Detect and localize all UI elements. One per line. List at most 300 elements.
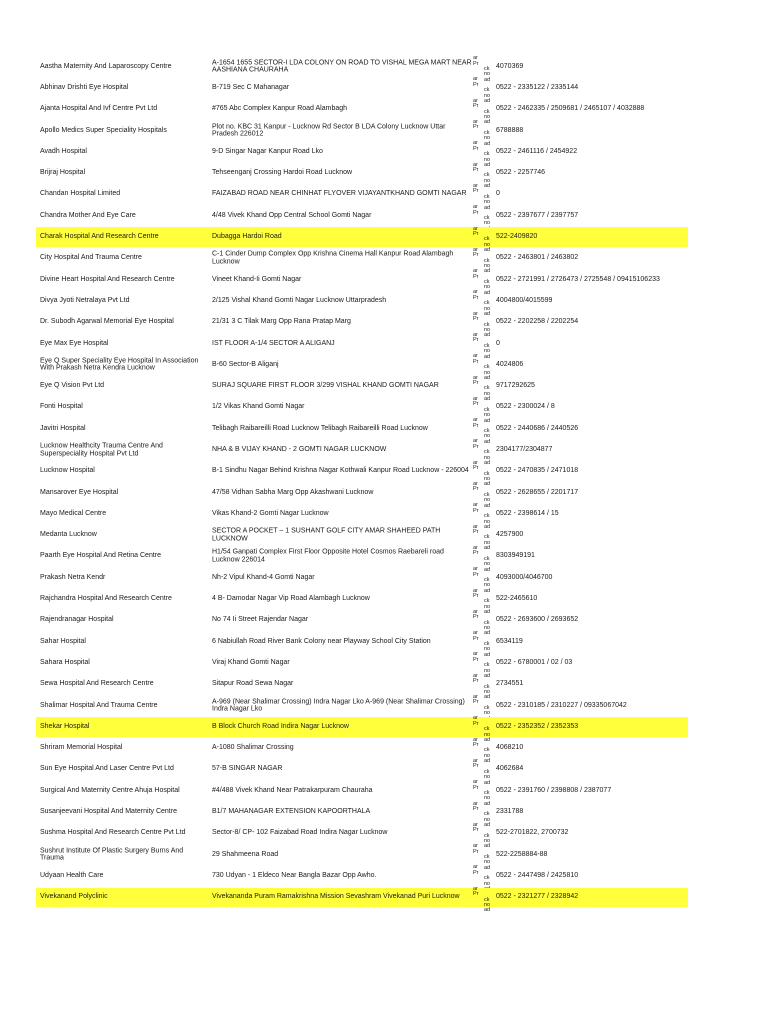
hospital-phone: 0522 - 2352352 / 2352353 xyxy=(496,723,579,731)
label-fragment: ad xyxy=(484,779,491,786)
hospital-name: Apollo Medics Super Speciality Hospitals xyxy=(40,126,167,134)
hospital-name: Chandra Mother And Eye Care xyxy=(40,211,136,219)
label-fragment: no xyxy=(484,177,491,184)
hospital-phone: 2331788 xyxy=(496,808,524,816)
truncated-column-label xyxy=(473,289,493,318)
label-fragment: ad xyxy=(484,524,491,530)
hospital-phone: 0522 - 2310185 / 2310227 / 09335067042 xyxy=(496,701,627,709)
hospital-name: Rajchandra Hospital And Research Centre xyxy=(40,595,172,603)
truncated-column-label xyxy=(473,268,493,296)
label-fragment: no xyxy=(484,731,491,738)
hospital-address: B Block Church Road Indira Nagar Lucknow xyxy=(212,723,349,731)
label-fragment: ad xyxy=(484,460,491,467)
label-fragment: no xyxy=(484,880,491,887)
label-fragment: no xyxy=(484,859,491,866)
table-row xyxy=(0,821,768,850)
label-fragment: ck xyxy=(484,896,490,903)
label-fragment: ar xyxy=(473,800,478,807)
label-fragment: ck xyxy=(484,832,490,839)
hospital-phone: 0522 - 2463801 / 2463802 xyxy=(496,254,579,262)
truncated-column-label xyxy=(473,630,493,658)
hospital-name: Paarth Eye Hospital And Retina Centre xyxy=(40,552,162,560)
label-fragment: ad xyxy=(484,758,491,765)
hospital-name: Sewa Hospital And Research Centre xyxy=(40,680,154,688)
label-fragment: Pr xyxy=(473,103,479,110)
label-fragment: ar xyxy=(473,843,478,850)
truncated-column-label xyxy=(473,140,493,168)
label-fragment: Pr xyxy=(473,209,479,216)
hospital-phone: 0522 - 6780001 / 02 / 03 xyxy=(496,659,573,667)
label-fragment: Pr xyxy=(473,507,479,514)
label-fragment: ck xyxy=(484,534,490,541)
truncated-column-label xyxy=(473,310,493,339)
table-row xyxy=(0,566,768,594)
label-fragment: no xyxy=(484,667,491,674)
hospital-name: Prakash Netra Kendr xyxy=(40,573,106,581)
hospital-address: C-1 Cinder Dump Complex Opp Krishna Cinema Hall Kanpur Road Alambagh Lucknow xyxy=(212,250,454,266)
hospital-name: Ajanta Hospital And Ivf Centre Pvt Ltd xyxy=(40,105,158,113)
table-row xyxy=(0,417,768,445)
label-fragment: Pr xyxy=(473,443,479,450)
label-fragment: ar xyxy=(473,204,478,211)
label-fragment: no xyxy=(484,497,491,504)
label-fragment: ck xyxy=(484,215,490,222)
hospital-phone: 0522 - 2693600 / 2693652 xyxy=(496,616,579,624)
table-row xyxy=(0,502,768,530)
hospital-address: B1/7 MAHANAGAR EXTENSION KAPOORTHALA xyxy=(212,808,371,816)
hospital-phone: 4257900 xyxy=(496,531,524,539)
hospital-phone: 0522 - 2721991 / 2726473 / 2725548 / 09415106233 xyxy=(496,275,660,283)
table-row xyxy=(0,438,768,467)
truncated-column-label xyxy=(473,523,493,552)
truncated-column-label xyxy=(473,205,493,226)
label-fragment: ck xyxy=(484,619,490,626)
label-fragment: ck xyxy=(484,236,490,243)
label-fragment: ar xyxy=(473,864,478,871)
label-fragment: Pr xyxy=(473,805,479,812)
hospital-name: Abhinav Drishti Eye Hospital xyxy=(40,84,129,92)
label-fragment: no xyxy=(484,710,491,717)
label-fragment: ck xyxy=(484,129,490,136)
hospital-phone: 0522 - 2398614 / 15 xyxy=(496,510,559,518)
label-fragment: Pr xyxy=(473,720,479,727)
truncated-column-label xyxy=(473,459,493,488)
hospital-name: Dr. Subodh Agarwal Memorial Eye Hospital xyxy=(40,318,174,326)
label-fragment: no xyxy=(484,688,491,695)
hospital-address: 4 B- Damodar Nagar Vip Road Alambagh Lucknow xyxy=(212,595,370,603)
hospital-phone: 522-2409820 xyxy=(496,233,538,241)
hospital-name: Fonti Hospital xyxy=(40,403,83,411)
label-fragment: no xyxy=(484,433,491,440)
label-fragment: Pr xyxy=(473,486,479,493)
table-row xyxy=(0,715,768,743)
hospital-address: Vikas Khand-2 Gomti Nagar Lucknow xyxy=(212,510,329,518)
label-fragment: no xyxy=(484,326,491,333)
hospital-name: Shriram Memorial Hospital xyxy=(40,744,123,752)
truncated-column-label xyxy=(473,843,493,871)
label-fragment: ad xyxy=(484,630,491,637)
label-fragment: ad xyxy=(484,843,491,850)
hospital-phone: 522-2465610 xyxy=(496,595,538,603)
label-fragment: ad xyxy=(484,736,491,743)
hospital-address: Viraj Khand Gomti Nagar xyxy=(212,659,290,667)
label-fragment: no xyxy=(484,199,491,206)
label-fragment: Pr xyxy=(473,656,479,663)
label-fragment: ar xyxy=(473,225,478,232)
hospital-name: Rajendranagar Hospital xyxy=(40,616,114,624)
label-fragment: no xyxy=(484,412,491,419)
label-fragment: Pr xyxy=(473,465,479,472)
label-fragment: Pr xyxy=(473,848,479,855)
hospital-address: 2/125 Vishal Khand Gomti Nagar Lucknow Uttarpradesh xyxy=(212,297,387,305)
label-fragment: ck xyxy=(484,321,490,328)
hospital-address: Vivekananda Puram Ramakrishna Mission Sevashram Vivekanad Puri Lucknow xyxy=(212,893,460,901)
hospital-phone: 0 xyxy=(496,339,500,347)
label-fragment: ck xyxy=(484,300,490,307)
hospital-address: Tehseenganj Crossing Hardoi Road Lucknow xyxy=(212,169,353,177)
truncated-column-label xyxy=(473,821,493,850)
table-row xyxy=(0,843,768,871)
truncated-column-label xyxy=(473,246,493,275)
table-row xyxy=(0,885,768,914)
label-fragment: ad xyxy=(484,332,491,339)
label-fragment: ar xyxy=(473,885,478,892)
hospital-address: B-1 Sindhu Nagar Behind Krishna Nagar Kothwali Kanpur Road Lucknow - 226004 xyxy=(212,467,469,475)
table-row xyxy=(0,289,768,318)
label-fragment: no xyxy=(484,582,491,589)
label-fragment: Pr xyxy=(473,252,479,259)
label-fragment: Pr xyxy=(473,635,479,642)
label-fragment: ad xyxy=(484,864,491,871)
truncated-column-label xyxy=(473,885,493,914)
label-fragment: ck xyxy=(484,726,490,733)
table-row xyxy=(0,353,768,381)
label-fragment: ar xyxy=(473,694,478,701)
label-fragment: ad xyxy=(484,673,491,680)
hospital-address: 21/31 3 C Tilak Marg Opp Rana Pratap Marg xyxy=(212,318,351,326)
label-fragment: ck xyxy=(484,428,490,434)
label-fragment: ad xyxy=(484,502,491,509)
label-fragment: ar xyxy=(473,76,478,83)
hospital-name: Chandan Hospital Limited xyxy=(40,190,121,198)
label-fragment: ad xyxy=(484,396,491,403)
hospital-phone: 0522 - 2470835 / 2471018 xyxy=(496,467,579,475)
hospital-address: Sector-8/ CP- 102 Faizabad Road Indira Nagar Lucknow xyxy=(212,829,388,837)
label-fragment: ck xyxy=(484,278,490,285)
label-fragment: ck xyxy=(484,577,490,584)
table-row xyxy=(0,225,768,254)
hospital-name: Aastha Maternity And Laparoscopy Centre xyxy=(40,62,172,70)
table-row xyxy=(0,119,768,147)
label-fragment: ad xyxy=(484,183,491,190)
hospital-address: 4/48 Vivek Khand Opp Central School Gomti Nagar xyxy=(212,211,372,219)
table-row xyxy=(0,523,768,552)
hospital-name: Sahar Hospital xyxy=(40,637,86,645)
truncated-column-label xyxy=(473,587,493,616)
label-fragment: ar xyxy=(473,523,478,530)
hospital-phone: 0522 - 2461116 / 2454922 xyxy=(496,148,578,156)
label-fragment: ck xyxy=(484,342,490,349)
label-fragment: ar xyxy=(473,566,478,573)
label-fragment: ck xyxy=(484,65,490,72)
hospital-name: Eye Max Eye Hospital xyxy=(40,339,109,347)
hospital-address: 1/2 Vikas Khand Gomti Nagar xyxy=(212,403,305,411)
label-fragment: ar xyxy=(473,736,478,743)
label-fragment: ad xyxy=(484,353,491,360)
table-row xyxy=(0,544,768,573)
table-row xyxy=(0,268,768,296)
label-fragment: no xyxy=(484,816,491,823)
label-fragment: ad xyxy=(484,609,491,616)
hospital-phone: 4024806 xyxy=(496,361,524,368)
label-fragment: ck xyxy=(484,257,490,264)
truncated-column-label xyxy=(473,757,493,786)
hospital-phone: 8303949191 xyxy=(496,552,535,560)
truncated-column-label xyxy=(473,374,493,403)
label-fragment: Pr xyxy=(473,188,479,195)
hospital-phone: 4062684 xyxy=(496,765,524,773)
hospital-address: NHA & B VIJAY KHAND - 2 GOMTI NAGAR LUCKNOW xyxy=(212,446,387,454)
hospital-address: #765 Abc Complex Kanpur Road Alambagh xyxy=(212,105,348,113)
label-fragment: ck xyxy=(484,704,490,711)
hospital-address: Vineet Khand-Ii Gomti Nagar xyxy=(212,275,302,283)
label-fragment: ar xyxy=(473,268,478,275)
label-fragment: no xyxy=(484,71,491,78)
hospital-name: Medanta Lucknow xyxy=(40,531,97,539)
label-fragment: ck xyxy=(484,555,490,562)
hospital-name: Divine Heart Hospital And Research Centre xyxy=(40,275,175,283)
label-fragment: ck xyxy=(484,172,490,179)
hospital-address: Nh-2 Vipul Khand-4 Gomti Nagar xyxy=(212,573,315,581)
label-fragment: ar xyxy=(473,672,478,679)
table-row xyxy=(0,140,768,168)
truncated-column-label xyxy=(473,332,493,360)
label-fragment: ck xyxy=(484,598,490,605)
label-fragment: ar xyxy=(473,332,478,338)
hospital-address: A-969 (Near Shalimar Crossing) Indra Nagar Lko A-969 (Near Shalimar Crossing) Indra Nagar Lko xyxy=(212,697,465,713)
hospital-name: Avadh Hospital xyxy=(40,148,87,156)
label-fragment: ck xyxy=(484,513,490,520)
label-fragment: Pr xyxy=(473,273,479,280)
label-fragment: no xyxy=(484,539,491,546)
hospital-address: B-719 Sec C Mahanagar xyxy=(212,84,290,92)
truncated-column-label xyxy=(473,395,493,424)
table-row xyxy=(0,757,768,786)
hospital-phone: 0522 - 2300024 / 8 xyxy=(496,403,555,411)
table-row xyxy=(0,587,768,616)
truncated-column-label xyxy=(473,736,493,765)
label-fragment: ad xyxy=(484,481,491,488)
truncated-column-label xyxy=(473,481,493,509)
hospital-phone: 0522 - 2628655 / 2201717 xyxy=(496,488,579,496)
label-fragment: no xyxy=(484,752,491,759)
hospital-address: B-60 Sector-B Aliganj xyxy=(212,361,279,368)
hospital-phone: 0522 - 2257746 xyxy=(496,169,546,177)
label-fragment: ar xyxy=(473,651,478,658)
hospital-phone: 522-2258884-88 xyxy=(496,850,548,858)
truncated-column-label xyxy=(473,651,493,680)
table-row xyxy=(0,481,768,509)
hospital-address: Dubagga Hardoi Road xyxy=(212,233,282,241)
hospital-name: Shalimar Hospital And Trauma Centre xyxy=(40,701,158,709)
label-fragment: ad xyxy=(484,98,491,105)
label-fragment: ad xyxy=(484,204,491,211)
label-fragment: ar xyxy=(473,140,478,147)
table-row xyxy=(0,374,768,403)
label-fragment: Pr xyxy=(473,294,479,301)
label-fragment: ad xyxy=(484,161,491,168)
truncated-column-label xyxy=(473,715,493,743)
label-fragment: no xyxy=(484,220,491,227)
label-fragment: no xyxy=(484,646,491,653)
label-fragment: ck xyxy=(484,364,490,371)
hospital-name: Mayo Medical Centre xyxy=(40,510,107,518)
label-fragment: ck xyxy=(484,683,490,690)
label-fragment: ck xyxy=(484,108,490,115)
label-fragment: Pr xyxy=(473,784,479,791)
label-fragment: ad xyxy=(484,247,491,254)
label-fragment: Pr xyxy=(473,550,479,557)
table-row xyxy=(0,800,768,829)
label-fragment: no xyxy=(484,476,491,482)
hospital-name: Brijraj Hospital xyxy=(40,169,86,177)
label-fragment: ar xyxy=(473,310,478,317)
table-row xyxy=(0,97,768,126)
hospital-name: Eye Q Vision Pvt Ltd xyxy=(40,382,105,390)
label-fragment: ar xyxy=(473,630,478,637)
label-fragment: ar xyxy=(473,481,478,488)
table-row xyxy=(0,459,768,488)
hospital-address: 29 Shahmeena Road xyxy=(212,850,279,858)
hospital-address: IST FLOOR A-1/4 SECTOR A ALIGANJ xyxy=(212,339,335,347)
hospital-address: #4/488 Vivek Khand Near Patrakarpuram Chauraha xyxy=(212,786,373,794)
label-fragment: ck xyxy=(484,811,490,818)
label-fragment: ck xyxy=(484,790,490,797)
label-fragment: ar xyxy=(473,757,478,764)
hospital-list-table xyxy=(0,55,768,914)
table-row xyxy=(0,608,768,637)
label-fragment: ar xyxy=(473,246,478,253)
hospital-name: Shekar Hospital xyxy=(40,723,90,731)
truncated-column-label xyxy=(473,55,493,83)
label-fragment: ad xyxy=(484,76,491,83)
truncated-column-label xyxy=(473,353,493,381)
label-fragment: Pr xyxy=(473,869,479,876)
label-fragment: ar xyxy=(473,182,478,189)
hospital-name: Lucknow Hospital xyxy=(40,467,95,475)
label-fragment: ar xyxy=(473,395,478,402)
truncated-column-label xyxy=(473,417,493,445)
truncated-column-label xyxy=(473,544,493,573)
table-row xyxy=(0,76,768,105)
hospital-address: A-1654 1655 SECTOR-I LDA COLONY ON ROAD TO VISHAL MEGA MART NEAR AASHIANA CHAURAHA xyxy=(212,59,472,74)
label-fragment: ck xyxy=(484,193,490,200)
label-fragment: ck xyxy=(484,747,490,754)
label-fragment: ck xyxy=(484,449,490,456)
table-row xyxy=(0,246,768,275)
label-fragment: Pr xyxy=(473,337,479,344)
truncated-column-label xyxy=(473,119,493,147)
truncated-column-label xyxy=(473,672,493,701)
label-fragment: ad xyxy=(484,311,491,318)
label-fragment: Pr xyxy=(473,742,479,749)
label-fragment: ar xyxy=(473,608,478,615)
hospital-name: Udyaan Health Care xyxy=(40,872,104,880)
hospital-phone: 0522 - 2202258 / 2202254 xyxy=(496,318,579,326)
label-fragment: ck xyxy=(484,470,490,477)
label-fragment: ad xyxy=(484,438,491,445)
label-fragment: no xyxy=(484,390,491,397)
label-fragment: Pr xyxy=(473,891,479,898)
label-fragment: Pr xyxy=(473,316,479,323)
hospital-name: Sahara Hospital xyxy=(40,659,90,667)
table-row xyxy=(0,182,768,211)
label-fragment: ar xyxy=(473,715,478,722)
hospital-phone: 0522 - 2397677 / 2397757 xyxy=(496,211,579,219)
label-fragment: Pr xyxy=(473,380,479,386)
label-fragment: no xyxy=(484,518,491,525)
label-fragment: Pr xyxy=(473,827,479,834)
label-fragment: ck xyxy=(484,406,490,413)
hospital-phone: 0522 - 2440686 / 2440526 xyxy=(496,424,579,432)
label-fragment: Pr xyxy=(473,145,479,152)
label-fragment: Pr xyxy=(473,124,479,131)
label-fragment: Pr xyxy=(473,763,479,770)
table-row xyxy=(0,332,768,360)
label-fragment: Pr xyxy=(473,230,479,237)
truncated-column-label xyxy=(473,438,493,467)
label-fragment: no xyxy=(484,263,491,270)
label-fragment: ad xyxy=(484,545,491,552)
label-fragment: ck xyxy=(484,385,490,392)
hospital-address: SURAJ SQUARE FIRST FLOOR 3/299 VISHAL KHAND GOMTI NAGAR xyxy=(212,382,439,390)
label-fragment: ar xyxy=(473,161,478,168)
truncated-column-label xyxy=(473,161,493,190)
hospital-name: Sushma Hospital And Research Centre Pvt Ltd xyxy=(40,829,186,837)
label-fragment: Pr xyxy=(473,529,479,536)
label-fragment: no xyxy=(484,774,491,781)
label-fragment: no xyxy=(484,838,491,845)
label-fragment: ck xyxy=(484,491,490,498)
label-fragment: ar xyxy=(473,353,478,360)
hospital-address: Telibagh Raibareilli Road Lucknow Telibagh Raibareilli Road Lucknow xyxy=(212,424,428,432)
label-fragment: Pr xyxy=(473,614,479,621)
table-row xyxy=(0,395,768,424)
hospital-phone: 4070369 xyxy=(496,62,524,70)
table-row xyxy=(0,55,768,83)
table-row xyxy=(0,310,768,339)
label-fragment: ad xyxy=(484,587,491,594)
hospital-phone: 522-2701822, 2700732 xyxy=(496,829,569,837)
label-fragment: no xyxy=(484,135,491,142)
label-fragment: ar xyxy=(473,821,478,828)
hospital-address: No 74 Ii Street Rajendar Nagar xyxy=(212,616,309,624)
hospital-name: Sun Eye Hospital And Laser Centre Pvt Ltd xyxy=(40,765,174,773)
label-fragment: no xyxy=(484,92,491,99)
hospital-address: A-1080 Shalimar Crossing xyxy=(212,744,294,752)
hospital-name: Eye Q Super Speciality Eye Hospital In Association With Prakash Netra Kendra Lucknow xyxy=(40,357,199,372)
label-fragment: ar xyxy=(473,459,478,466)
label-fragment: ar xyxy=(473,55,478,62)
label-fragment: ck xyxy=(484,87,490,94)
hospital-name: Lucknow Healthcity Trauma Centre And Superspeciality Hospital Pvt Ltd xyxy=(40,442,163,457)
hospital-address: 47/58 Vidhan Sabha Marg Opp Akashwani Lucknow xyxy=(212,488,374,496)
truncated-column-label xyxy=(473,865,493,886)
label-fragment: ar xyxy=(473,438,478,445)
truncated-column-label xyxy=(473,800,493,829)
label-fragment: ar xyxy=(473,289,478,296)
hospital-address: 6 Nabiullah Road River Bank Colony near Playway School City Station xyxy=(212,637,431,645)
